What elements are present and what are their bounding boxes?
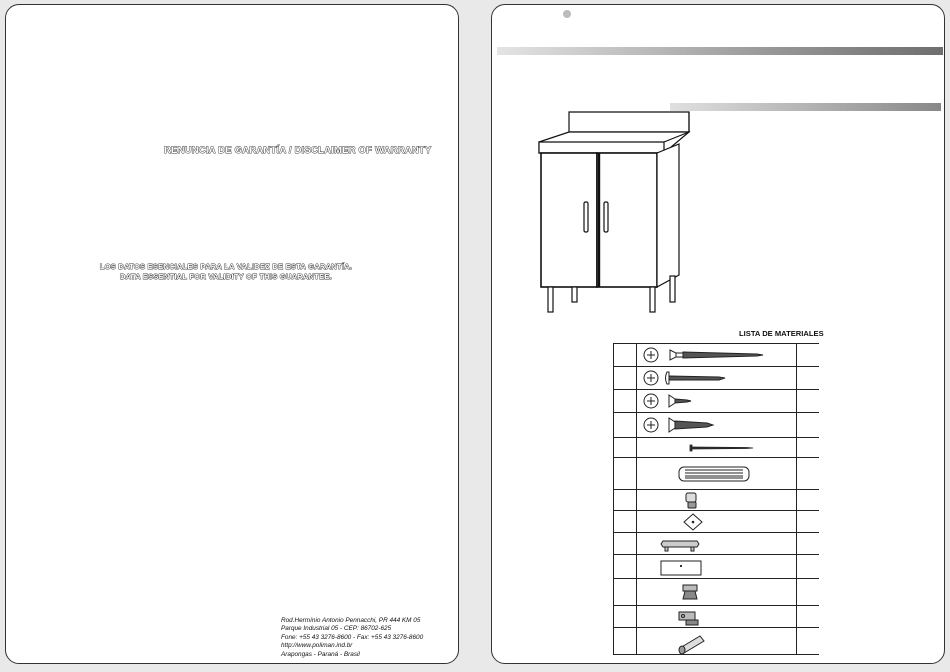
- company-address: [281, 617, 423, 659]
- item-image-cell: [637, 344, 797, 367]
- item-quantity-cell: [797, 390, 820, 413]
- item-image-cell: [637, 413, 797, 438]
- warranty-page: [5, 4, 459, 664]
- item-number-cell: [614, 458, 637, 490]
- hinge-screw-icon: [637, 607, 796, 627]
- item-image-cell: [637, 390, 797, 413]
- item-image-cell: [637, 490, 797, 511]
- shelf-clip-icon: [637, 556, 796, 578]
- table-row: [614, 555, 820, 579]
- item-image-cell: [637, 606, 797, 628]
- cam-lock-icon: [637, 490, 796, 510]
- item-number-cell: [614, 344, 637, 367]
- item-number-cell: [614, 579, 637, 606]
- item-quantity-cell: [797, 367, 820, 390]
- item-number-cell: [614, 367, 637, 390]
- title-gradient-bar: [670, 103, 941, 111]
- item-image-cell: [637, 533, 797, 555]
- item-quantity-cell: [797, 628, 820, 655]
- header-gradient-bar: [497, 47, 943, 55]
- table-row: [614, 579, 820, 606]
- materials-table: [613, 343, 819, 655]
- essential-data-es: LOS DATOS ESENCIALES PARA LA VALIDEZ DE ESTA GARANTÍA.: [99, 262, 353, 271]
- item-quantity-cell: [797, 344, 820, 367]
- item-quantity-cell: [797, 413, 820, 438]
- door-handle-icon: [637, 534, 796, 554]
- table-row: [614, 606, 820, 628]
- item-image-cell: [637, 511, 797, 533]
- bullet-dot: [563, 10, 571, 18]
- address-line: Arapongas - Paraná - Brasil: [281, 650, 360, 658]
- table-row: [614, 367, 820, 390]
- website-link[interactable]: http://www.poliman.ind.br: [281, 642, 353, 650]
- item-quantity-cell: [797, 555, 820, 579]
- item-quantity-cell: [797, 579, 820, 606]
- address-line: Rod.Hermínio Antonio Pennacchi, PR 444 KM 05: [281, 617, 421, 624]
- essential-data-en: DATA ESSENTIAL FOR VALIDITY OF THIS GUARANTEE.: [120, 272, 332, 281]
- long-wood-screw-icon: [637, 344, 796, 366]
- assembly-page: [491, 4, 945, 664]
- table-row: [614, 511, 820, 533]
- hinge-icon: [637, 579, 796, 605]
- table-row: [614, 413, 820, 438]
- item-number-cell: [614, 438, 637, 458]
- item-image-cell: [637, 579, 797, 606]
- table-row: [614, 490, 820, 511]
- item-image-cell: [637, 367, 797, 390]
- item-image-cell: [637, 555, 797, 579]
- short-screw-icon: [637, 390, 796, 412]
- item-quantity-cell: [797, 606, 820, 628]
- table-row: [614, 438, 820, 458]
- item-number-cell: [614, 606, 637, 628]
- item-number-cell: [614, 511, 637, 533]
- medium-screw-icon: [637, 413, 796, 437]
- table-row: [614, 628, 820, 655]
- item-number-cell: [614, 390, 637, 413]
- foot-pad-icon: [637, 512, 796, 532]
- address-line: Parque Industrial 05 - CEP: 86702-625: [281, 625, 392, 633]
- materials-list-title: LISTA DE MATERIALES: [739, 329, 824, 338]
- wood-dowel-icon: [637, 459, 796, 489]
- item-number-cell: [614, 555, 637, 579]
- table-row: [614, 533, 820, 555]
- item-image-cell: [637, 438, 797, 458]
- warranty-heading: RENUNCIA DE GARANTÍA / DISCLAIMER OF WARRANTY: [164, 145, 432, 156]
- item-number-cell: [614, 413, 637, 438]
- item-image-cell: [637, 628, 797, 655]
- leg-icon: [637, 628, 796, 654]
- round-head-screw-icon: [637, 367, 796, 389]
- item-quantity-cell: [797, 533, 820, 555]
- item-number-cell: [614, 628, 637, 655]
- table-row: [614, 344, 820, 367]
- item-quantity-cell: [797, 458, 820, 490]
- item-quantity-cell: [797, 511, 820, 533]
- table-row: [614, 458, 820, 490]
- item-quantity-cell: [797, 490, 820, 511]
- item-quantity-cell: [797, 438, 820, 458]
- address-line: Fone: +55 43 3276-8600 - Fax: +55 43 3276-8600: [281, 633, 424, 641]
- item-number-cell: [614, 533, 637, 555]
- item-number-cell: [614, 490, 637, 511]
- cabinet-illustration: [524, 110, 704, 315]
- item-image-cell: [637, 458, 797, 490]
- nail-icon: [637, 439, 796, 457]
- table-row: [614, 390, 820, 413]
